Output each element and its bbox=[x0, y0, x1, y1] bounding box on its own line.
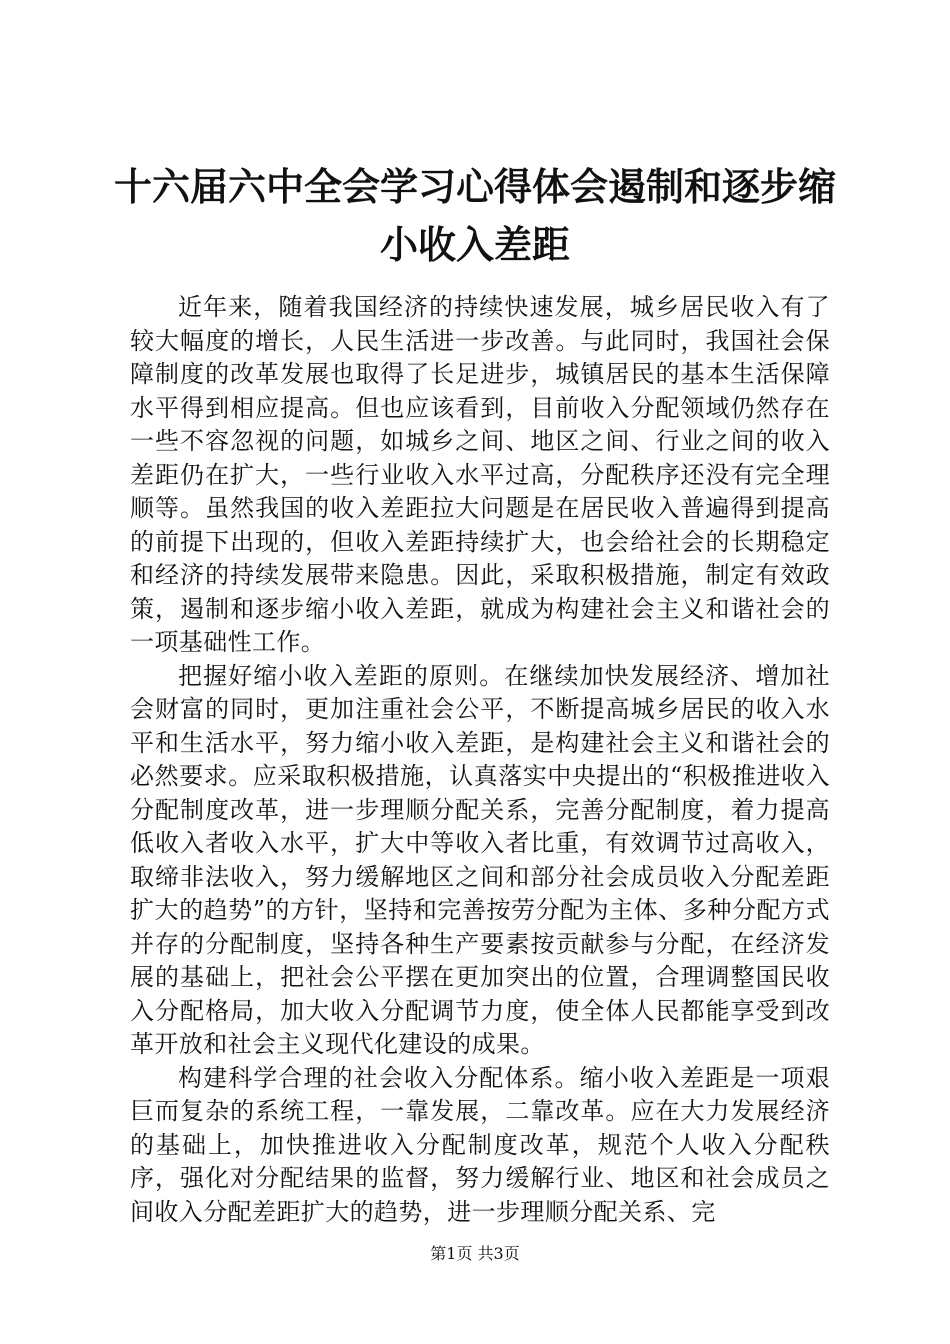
paragraph-intro: 近年来，随着我国经济的持续快速发展，城乡居民收入有了较大幅度的增长，人民生活进一步改善。与此同时，我国社会保障制度的改革发展也取得了长足进步，城镇居民的基本生活保障水平得到相应提高。但也应该看到，目前收入分配领域仍然存在一些不容忽视的问题，如城乡之间、地区之间、行业之间的收入差距仍在扩大，一些行业收入水平过高，分配秩序还没有完全理顺等。虽然我国的收入差距拉大问题是在居民收入普遍得到提高的前提下出现的，但收入差距持续扩大，也会给社会的长期稳定和经济的持续发展带来隐患。因此，采取积极措施，制定有效政策，遏制和逐步缩小收入差距，就成为构建社会主义和谐社会的一项基础性工作。 bbox=[130, 293, 830, 656]
paragraph-principles: 把握好缩小收入差距的原则。在继续加快发展经济、增加社会财富的同时，更加注重社会公平，不断提高城乡居民的收入水平和生活水平，努力缩小收入差距，是构建社会主义和谐社会的必然要求。应采取积极措施，认真落实中央提出的“积极推进收入分配制度改革，进一步理顺分配关系，完善分配制度，着力提高低收入者收入水平，扩大中等收入者比重，有效调节过高收入，取缔非法收入，努力缓解地区之间和部分社会成员收入分配差距扩大的趋势”的方针，坚持和完善按劳分配为主体、多种分配方式并存的分配制度，坚持各种生产要素按贡献参与分配，在经济发展的基础上，把社会公平摆在更加突出的位置，合理调整国民收入分配格局，加大收入分配调节力度，使全体人民都能享受到改革开放和社会主义现代化建设的成果。 bbox=[130, 661, 830, 1058]
document-body bbox=[130, 291, 830, 1229]
page-number-footer: 第1页 共3页 bbox=[430, 1244, 520, 1263]
document-title: 十六届六中全会学习心得体会遏制和逐步缩小收入差距 bbox=[113, 164, 836, 267]
paragraph-system: 构建科学合理的社会收入分配体系。缩小收入差距是一项艰巨而复杂的系统工程，一靠发展，二靠改革。应在大力发展经济的基础上，加快推进收入分配制度改革，规范个人收入分配秩序，强化对分配结果的监督，努力缓解行业、地区和社会成员之间收入分配差距扩大的趋势，进一步理顺分配关系、完 bbox=[130, 1063, 830, 1226]
